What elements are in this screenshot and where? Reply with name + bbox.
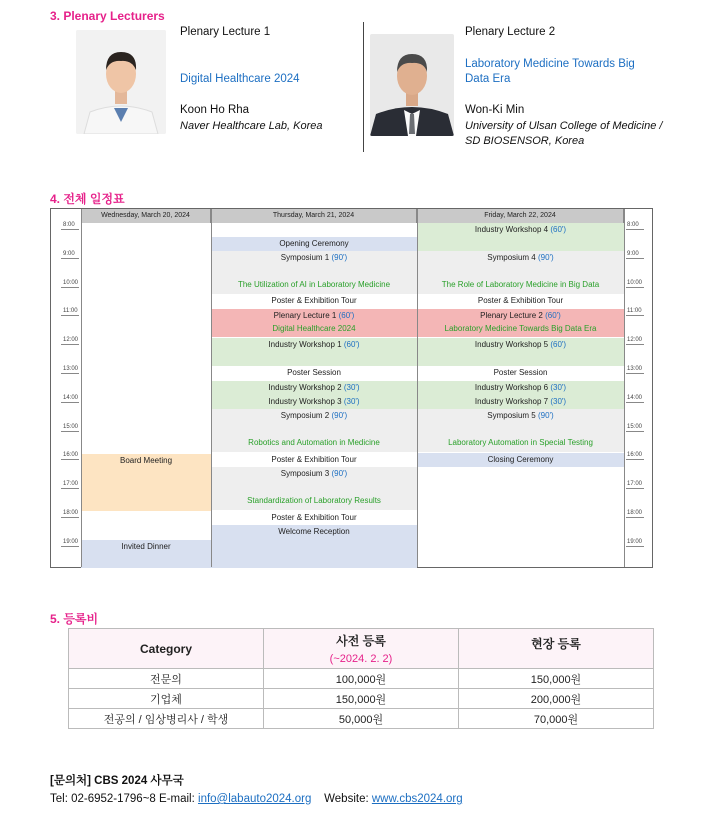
schedule-section-title: 4. 전체 일정표 <box>50 192 125 206</box>
time-label: 17:00 <box>63 481 79 488</box>
time-tick <box>61 488 79 489</box>
symposium-1: Symposium 1 (90') The Utilization of AI in Laboratory Medicine <box>211 251 417 294</box>
time-label: 11:00 <box>63 308 78 315</box>
time-tick <box>61 402 79 403</box>
time-tick <box>61 344 79 345</box>
time-tick <box>61 517 79 518</box>
contact-website-label: Website: <box>324 793 369 805</box>
industry-workshop-6: Industry Workshop 6 (30') <box>417 381 624 395</box>
symposium-2: Symposium 2 (90') Robotics and Automation in Medicine <box>211 409 417 452</box>
industry-workshop-3: Industry Workshop 3 (30') <box>211 395 417 409</box>
time-tick <box>61 315 79 316</box>
time-tick <box>61 459 79 460</box>
time-tick <box>626 344 644 345</box>
fee-row: 기업체 150,000원 200,000원 <box>69 689 654 709</box>
opening-ceremony: Opening Ceremony <box>211 237 417 251</box>
board-meeting: Board Meeting <box>81 454 211 511</box>
time-tick <box>626 287 644 288</box>
contact-website-link[interactable]: www.cbs2024.org <box>371 793 463 805</box>
time-label: 11:00 <box>627 308 642 315</box>
industry-workshop-1: Industry Workshop 1 (60') <box>211 338 417 366</box>
lecture-1-label: Plenary Lecture 1 <box>180 26 271 38</box>
industry-workshop-2: Industry Workshop 2 (30') <box>211 381 417 395</box>
lecture-2-name: Won-Ki Min <box>465 104 525 116</box>
welcome-reception: Welcome Reception <box>211 525 417 568</box>
time-tick <box>61 229 79 230</box>
time-tick <box>61 546 79 547</box>
lecture-1-name: Koon Ho Rha <box>180 104 250 116</box>
schedule-table <box>50 208 653 568</box>
plenary-section-title: 3. Plenary Lecturers <box>50 9 165 23</box>
col-sep <box>211 209 212 567</box>
plenary-lecture-1: Plenary Lecture 1 (60') Digital Healthcare 2024 <box>211 309 417 337</box>
contact-line <box>50 793 463 805</box>
invited-dinner: Invited Dinner <box>81 540 211 568</box>
time-label: 15:00 <box>63 423 79 430</box>
time-label: 10:00 <box>63 279 79 286</box>
col-sep <box>624 209 625 567</box>
day-header-fri: Friday, March 22, 2024 <box>417 209 624 223</box>
time-label: 8:00 <box>627 222 639 228</box>
fee-header-onsite: 현장 등록 <box>459 629 654 669</box>
day-header-wed: Wednesday, March 20, 2024 <box>81 209 211 223</box>
time-label: 9:00 <box>627 250 639 257</box>
industry-workshop-7: Industry Workshop 7 (30') <box>417 395 624 409</box>
time-tick <box>626 258 644 259</box>
poster-tour-thu-2: Poster & Exhibition Tour <box>271 455 357 464</box>
time-label: 14:00 <box>627 394 643 401</box>
col-sep <box>417 209 418 567</box>
time-label: 18:00 <box>63 510 79 516</box>
time-label: 16:00 <box>627 452 643 459</box>
time-tick <box>61 258 79 259</box>
time-tick <box>626 229 644 230</box>
lecture-2-topic: Laboratory Medicine Towards Big Data Era <box>465 58 635 85</box>
time-tick <box>626 373 644 374</box>
lecturer-1-photo <box>76 30 166 134</box>
time-label: 16:00 <box>63 452 79 459</box>
poster-session-thu: Poster Session <box>287 368 341 377</box>
time-label: 12:00 <box>627 337 643 344</box>
symposium-5: Symposium 5 (90') Laboratory Automation in Special Testing <box>417 409 624 452</box>
time-tick <box>61 431 79 432</box>
fee-row: 전문의 100,000원 150,000원 <box>69 669 654 689</box>
time-label: 9:00 <box>63 250 75 257</box>
poster-tour-fri: Poster & Exhibition Tour <box>477 296 564 305</box>
time-label: 17:00 <box>627 481 643 488</box>
contact-title: [문의처] CBS 2024 사무국 <box>50 775 184 787</box>
lecture-2-label: Plenary Lecture 2 <box>465 26 556 38</box>
fee-table <box>68 628 654 729</box>
time-label: 18:00 <box>627 510 643 516</box>
fee-header-category: Category <box>69 629 264 669</box>
contact-tel: Tel: 02-6952-1796~8 <box>50 793 156 805</box>
time-tick <box>626 546 644 547</box>
day-header-thu: Thursday, March 21, 2024 <box>211 209 417 223</box>
poster-tour-thu-3: Poster & Exhibition Tour <box>271 513 357 522</box>
time-label: 19:00 <box>63 538 79 545</box>
time-label: 14:00 <box>63 394 79 401</box>
time-label: 8:00 <box>63 222 75 228</box>
lecture-2-affiliation: University of Ulsan College of Medicine / SD BIOSENSOR, Korea <box>465 120 663 147</box>
time-tick <box>61 373 79 374</box>
time-label: 13:00 <box>627 366 643 372</box>
time-tick <box>626 402 644 403</box>
time-tick <box>626 517 644 518</box>
plenary-lecture-2: Plenary Lecture 2 (60') Laboratory Medicine Towards Big Data Era <box>417 309 624 337</box>
time-tick <box>626 315 644 316</box>
contact-email-link[interactable]: info@labauto2024.org <box>198 793 312 805</box>
time-label: 15:00 <box>627 423 643 430</box>
fee-header-pre: 사전 등록 (~2024. 2. 2) <box>264 629 459 669</box>
time-tick <box>626 459 644 460</box>
industry-workshop-4: Industry Workshop 4 (60') <box>417 223 624 251</box>
poster-tour-thu-1: Poster & Exhibition Tour <box>271 296 357 305</box>
fee-pre-date: (~2024. 2. 2) <box>329 653 393 665</box>
contact-email-label: E-mail: <box>159 793 195 805</box>
lecture-1-affiliation: Naver Healthcare Lab, Korea <box>180 120 323 132</box>
col-sep <box>81 209 82 567</box>
time-tick <box>61 287 79 288</box>
time-tick <box>626 431 644 432</box>
closing-ceremony: Closing Ceremony <box>417 453 624 467</box>
lecture-1-topic: Digital Healthcare 2024 <box>180 73 300 85</box>
time-label: 13:00 <box>63 366 79 372</box>
lecturer-divider <box>363 22 364 152</box>
poster-session-fri: Poster Session <box>493 368 548 377</box>
time-label: 19:00 <box>627 538 643 545</box>
time-label: 10:00 <box>627 279 643 286</box>
lecturer-2-photo <box>370 34 454 136</box>
symposium-3: Symposium 3 (90') Standardization of Laboratory Results <box>211 467 417 510</box>
fee-row: 전공의 / 임상병리사 / 학생 50,000원 70,000원 <box>69 709 654 729</box>
symposium-4: Symposium 4 (90') The Role of Laboratory Medicine in Big Data <box>417 251 624 294</box>
industry-workshop-5: Industry Workshop 5 (60') <box>417 338 624 366</box>
fee-section-title: 5. 등록비 <box>50 612 99 626</box>
time-tick <box>626 488 644 489</box>
time-label: 12:00 <box>63 337 79 344</box>
